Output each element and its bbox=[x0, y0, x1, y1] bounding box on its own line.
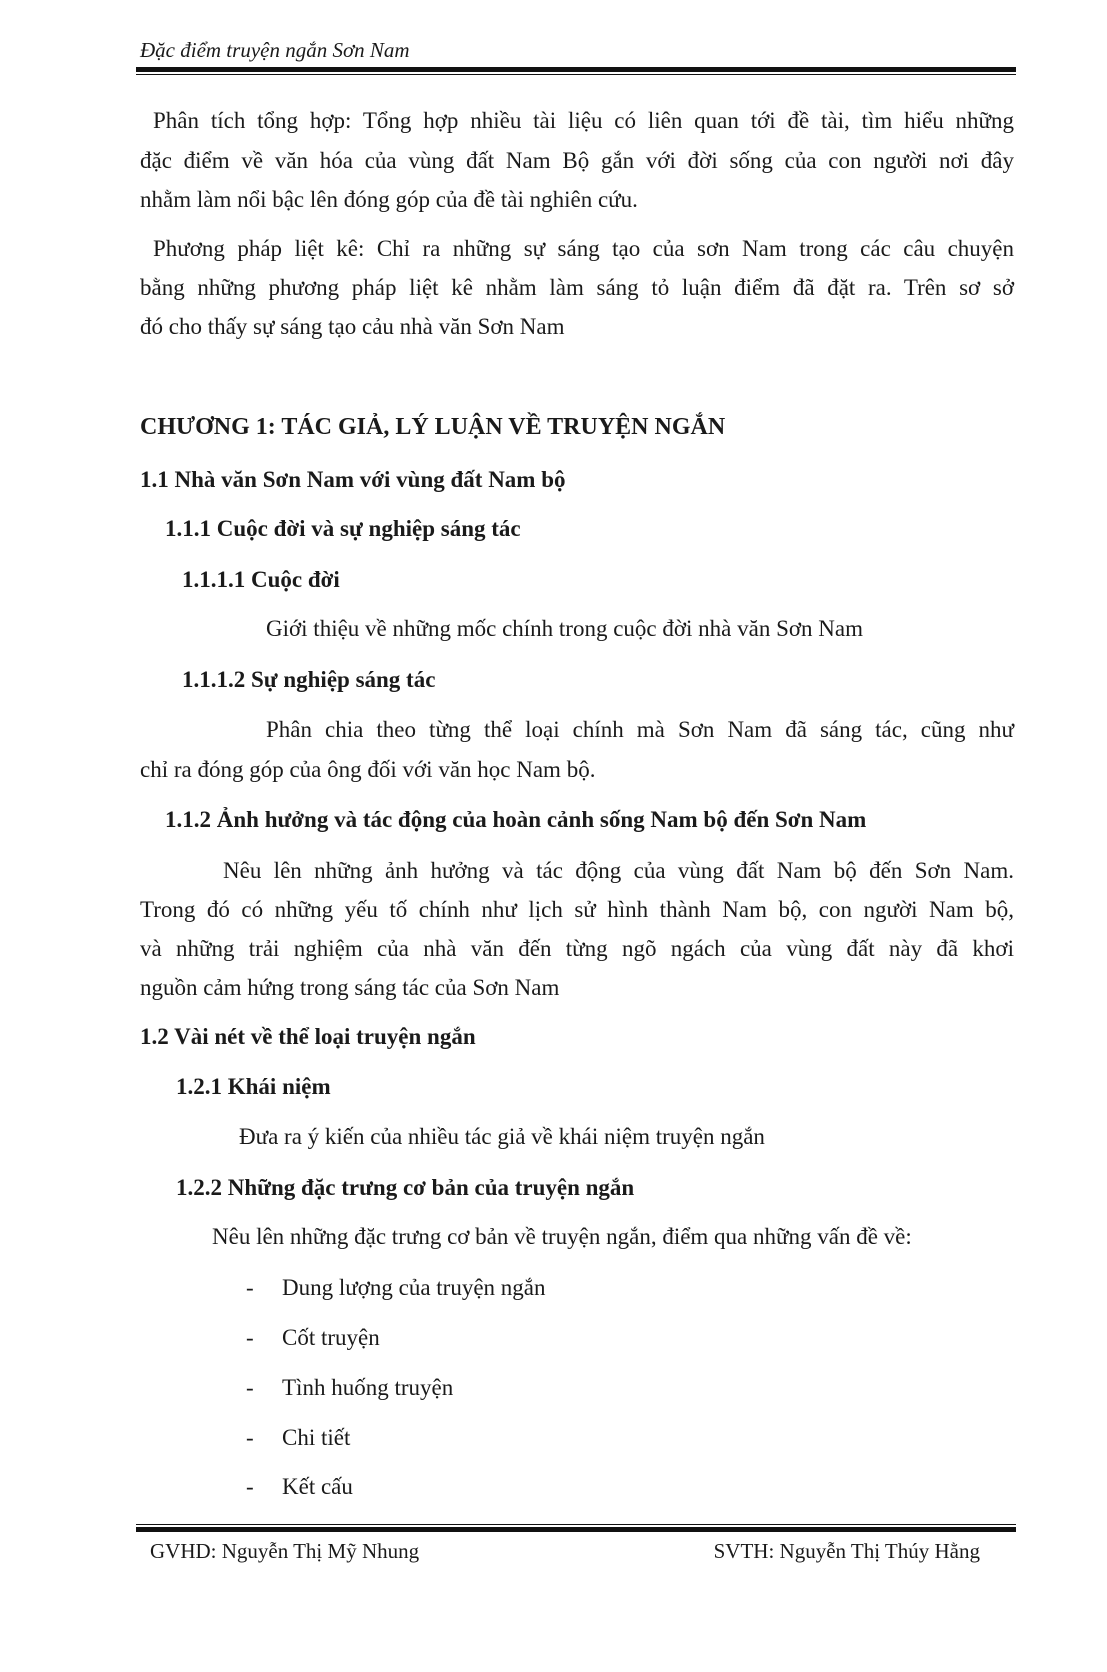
list-item: Chi tiết bbox=[282, 1425, 351, 1450]
paragraph-line: và những trải nghiệm của nhà văn đến từng ngõ ngách của vùng đất này đã khơi bbox=[140, 936, 1014, 961]
paragraph-line: Phương pháp liệt kê: Chỉ ra những sự sáng tạo của sơn Nam trong các câu chuyện bbox=[153, 236, 1014, 261]
body-text: Giới thiệu về những mốc chính trong cuộc đời nhà văn Sơn Nam bbox=[266, 616, 864, 641]
list-bullet: - bbox=[246, 1275, 254, 1300]
body-text: Nêu lên những đặc trưng cơ bản về truyện ngắn, điểm qua những vấn đề về: bbox=[212, 1224, 912, 1249]
section-heading: 1.1 Nhà văn Sơn Nam với vùng đất Nam bộ bbox=[140, 467, 566, 492]
paragraph-line: đặc điểm về văn hóa của vùng đất Nam Bộ gắn với đời sống của con người nơi đây bbox=[140, 148, 1014, 173]
list-bullet: - bbox=[246, 1425, 254, 1450]
footer-rule-thin bbox=[136, 1524, 1016, 1525]
chapter-heading: CHƯƠNG 1: TÁC GIẢ, LÝ LUẬN VỀ TRUYỆN NGẮN bbox=[140, 414, 726, 440]
paragraph-line: Phân tích tổng hợp: Tổng hợp nhiều tài liệu có liên quan tới đề tài, tìm hiểu những bbox=[153, 108, 1014, 133]
paragraph-line: nguồn cảm hứng trong sáng tác của Sơn Nam bbox=[140, 975, 560, 1000]
list-item: Kết cấu bbox=[282, 1474, 353, 1499]
paragraph-line: đó cho thấy sự sáng tạo cảu nhà văn Sơn Nam bbox=[140, 314, 565, 339]
running-header: Đặc điểm truyện ngắn Sơn Nam bbox=[140, 38, 410, 62]
body-text: Đưa ra ý kiến của nhiều tác giả về khái niệm truyện ngắn bbox=[239, 1124, 765, 1149]
header-rule bbox=[136, 67, 1016, 72]
paragraph-line: Phân chia theo từng thể loại chính mà Sơn Nam đã sáng tác, cũng như bbox=[266, 717, 1014, 742]
subsection-heading: 1.2.1 Khái niệm bbox=[176, 1074, 331, 1099]
footer-rule bbox=[136, 1527, 1016, 1532]
list-item: Tình huống truyện bbox=[282, 1375, 454, 1400]
subsubsection-heading: 1.1.1.1 Cuộc đời bbox=[182, 567, 340, 592]
list-bullet: - bbox=[246, 1325, 254, 1350]
list-bullet: - bbox=[246, 1375, 254, 1400]
subsection-heading: 1.1.1 Cuộc đời và sự nghiệp sáng tác bbox=[165, 516, 521, 541]
list-item: Cốt truyện bbox=[282, 1325, 380, 1350]
list-bullet: - bbox=[246, 1474, 254, 1499]
footer-student: SVTH: Nguyễn Thị Thúy Hằng bbox=[713, 1539, 980, 1563]
header-rule-thin bbox=[136, 74, 1016, 75]
subsection-heading: 1.1.2 Ảnh hưởng và tác động của hoàn cảnh sống Nam bộ đến Sơn Nam bbox=[165, 807, 867, 832]
paragraph-line: chỉ ra đóng góp của ông đối với văn học Nam bộ. bbox=[140, 757, 596, 782]
paragraph-line: Nêu lên những ảnh hưởng và tác động của vùng đất Nam bộ đến Sơn Nam. bbox=[223, 858, 1014, 883]
paragraph-line: bằng những phương pháp liệt kê nhằm làm sáng tỏ luận điểm đã đặt ra. Trên sơ sở bbox=[140, 275, 1014, 300]
list-item: Dung lượng của truyện ngắn bbox=[282, 1275, 546, 1300]
paragraph-line: Trong đó có những yếu tố chính như lịch sử hình thành Nam bộ, con người Nam bộ, bbox=[140, 897, 1014, 922]
paragraph-line: nhằm làm nổi bậc lên đóng góp của đề tài nghiên cứu. bbox=[140, 187, 638, 212]
subsubsection-heading: 1.1.1.2 Sự nghiệp sáng tác bbox=[182, 667, 436, 692]
subsection-heading: 1.2.2 Những đặc trưng cơ bản của truyện ngắn bbox=[176, 1175, 635, 1200]
footer-advisor: GVHD: Nguyễn Thị Mỹ Nhung bbox=[150, 1539, 420, 1563]
section-heading: 1.2 Vài nét về thể loại truyện ngắn bbox=[140, 1024, 476, 1049]
